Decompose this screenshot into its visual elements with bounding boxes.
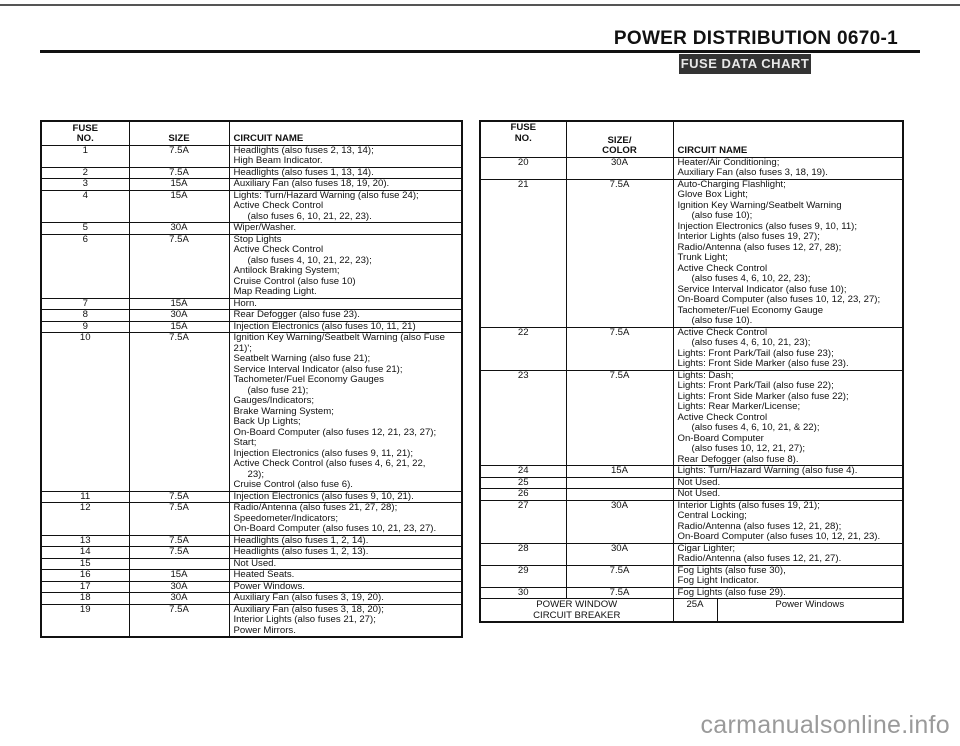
fuse-number: 10: [41, 333, 129, 492]
circuit-line: Fog Light Indicator.: [677, 575, 760, 586]
table-row: [480, 370, 903, 466]
fuse-size: 7.5A: [129, 234, 229, 298]
circuit-line: Radio/Antenna (also fuses 21, 27, 28);: [233, 502, 398, 513]
fuse-size: [129, 558, 229, 570]
fuse-size: [566, 489, 673, 501]
circuit-line: Active Check Control: [233, 200, 324, 211]
circuit-line: Radio/Antenna (also fuses 12, 21, 27).: [677, 553, 842, 564]
circuit-line: Stop Lights: [233, 234, 282, 245]
circuit-line: Headlights (also fuses 2, 13, 14);: [233, 145, 374, 156]
circuit-line: Central Locking;: [677, 510, 747, 521]
fuse-number: 21: [480, 179, 566, 327]
circuit-line: On-Board Computer (also fuses 10, 12, 21, 23).: [677, 531, 881, 542]
fuse-number: 7: [41, 298, 129, 310]
circuit-line: Tachometer/Fuel Economy Gauges: [233, 374, 384, 385]
circuit-name: [673, 157, 903, 179]
circuit-name: [229, 593, 462, 605]
circuit-line: (also fuses 4, 6, 10, 22, 23);: [691, 273, 811, 284]
circuit-line: Fog Lights (also fuse 30),: [677, 565, 786, 576]
fuse-size: 30A: [129, 581, 229, 593]
circuit-line: On-Board Computer (also fuses 10, 12, 23, 27);: [677, 294, 881, 305]
watermark: carmanualsonline.info: [700, 711, 950, 739]
circuit-name: [229, 491, 462, 503]
circuit-line: Fog Lights (also fuse 29).: [677, 587, 786, 598]
fuse-size: 7.5A: [129, 167, 229, 179]
circuit-line: On-Board Computer: [677, 432, 764, 444]
circuit-line: Interior Lights (also fuses 21, 27);: [233, 614, 376, 625]
circuit-line: Service Interval Indicator (also fuse 10);: [677, 283, 847, 295]
circuit-line: Wiper/Washer.: [233, 222, 297, 233]
fuse-size: 7.5A: [129, 604, 229, 637]
circuit-line: Radio/Antenna (also fuses 12, 21, 28);: [677, 520, 842, 532]
fuse-size: 15A: [129, 179, 229, 191]
breaker-size: 25A: [673, 599, 717, 623]
circuit-line: 21)';: [233, 342, 252, 354]
circuit-line: Not Used.: [677, 477, 721, 488]
fuse-size: 15A: [566, 466, 673, 478]
fuse-size: 7.5A: [129, 503, 229, 536]
circuit-line: Power Mirrors.: [233, 624, 296, 636]
circuit-line: Seatbelt Warning (also fuse 21);: [233, 353, 371, 364]
circuit-line: 23);: [247, 468, 265, 480]
circuit-name: [229, 190, 462, 223]
fuse-number: 4: [41, 190, 129, 223]
circuit-line: Lights: Front Park/Tail (also fuse 22);: [677, 380, 834, 391]
power-window-breaker-row: [480, 599, 903, 623]
circuit-name: [673, 543, 903, 565]
circuit-line: Power Windows.: [233, 581, 305, 592]
circuit-line: Heated Seats.: [233, 569, 295, 580]
table-row: [41, 593, 462, 605]
fuse-number: 18: [41, 593, 129, 605]
circuit-line: Lights: Dash;: [677, 370, 734, 381]
table-row: [41, 190, 462, 223]
fuse-number: 11: [41, 491, 129, 503]
circuit-name-header: CIRCUIT NAME: [229, 121, 462, 145]
fuse-number: 14: [41, 547, 129, 559]
fuse-size: 7.5A: [566, 327, 673, 370]
circuit-line: Auxiliary Fan (also fuses 3, 18, 19).: [677, 167, 828, 178]
circuit-line: Active Check Control (also fuses 4, 6, 21, 22,: [233, 458, 426, 469]
breaker-circuit: Power Windows: [717, 599, 903, 623]
header-rule: [40, 50, 920, 53]
circuit-line: Radio/Antenna (also fuses 12, 27, 28);: [677, 241, 842, 253]
fuse-size: 7.5A: [129, 333, 229, 492]
circuit-name: [673, 370, 903, 466]
circuit-name: [229, 179, 462, 191]
circuit-line: Injection Electronics (also fuses 9, 10, 21).: [233, 491, 414, 502]
fuse-size: 7.5A: [129, 491, 229, 503]
fuse-size: 7.5A: [129, 535, 229, 547]
circuit-line: Headlights (also fuses 1, 2, 13).: [233, 546, 369, 557]
circuit-line: (also fuses 4, 6, 10, 21, 23);: [691, 337, 811, 348]
circuit-line: Service Interval Indicator (also fuse 21);: [233, 363, 403, 375]
circuit-name: [229, 167, 462, 179]
circuit-line: Antilock Braking System;: [233, 265, 340, 276]
circuit-line: Auto-Charging Flashlight;: [677, 179, 786, 190]
circuit-line: Gauges/Indicators;: [233, 395, 315, 406]
fuse-size: 7.5A: [566, 370, 673, 466]
circuit-name: [673, 327, 903, 370]
fuse-data-chart-banner: FUSE DATA CHART: [679, 54, 811, 74]
circuit-line: High Beam Indicator.: [233, 155, 323, 166]
circuit-line: Back Up Lights;: [233, 416, 301, 427]
circuit-name: [229, 503, 462, 536]
circuit-name: [673, 489, 903, 501]
fuse-size: 7.5A: [129, 145, 229, 167]
circuit-line: Interior Lights (also fuses 19, 27);: [677, 231, 820, 242]
circuit-name: [673, 565, 903, 587]
size-header: SIZE: [129, 121, 229, 145]
fuse-number: 22: [480, 327, 566, 370]
fuse-number: 12: [41, 503, 129, 536]
table-row: [480, 466, 903, 478]
circuit-name: [673, 466, 903, 478]
circuit-line: Lights: Turn/Hazard Warning (also fuse 24);: [233, 190, 419, 201]
fuse-table-left: [40, 120, 463, 638]
table-row: [480, 565, 903, 587]
circuit-line: Cruise Control (also fuse 10): [233, 275, 356, 287]
circuit-line: Brake Warning System;: [233, 405, 334, 417]
table-row: [480, 477, 903, 489]
table-row: [41, 581, 462, 593]
fuse-size: 7.5A: [129, 547, 229, 559]
fuse-size: 30A: [129, 310, 229, 322]
fuse-number: 5: [41, 223, 129, 235]
circuit-name: [229, 604, 462, 637]
table-row: [41, 298, 462, 310]
table-row: [41, 604, 462, 637]
fuse-number: 23: [480, 370, 566, 466]
table-row: [41, 558, 462, 570]
circuit-line: Lights: Turn/Hazard Warning (also fuse 4).: [677, 465, 858, 476]
table-row: [41, 223, 462, 235]
circuit-line: Active Check Control: [233, 244, 324, 255]
circuit-line: Injection Electronics (also fuses 9, 10, 11);: [677, 220, 858, 232]
table-row: [41, 167, 462, 179]
table-row: [41, 503, 462, 536]
fuse-number: 6: [41, 234, 129, 298]
table-row: [480, 543, 903, 565]
fuse-size: 7.5A: [566, 179, 673, 327]
circuit-line: Auxiliary Fan (also fuses 18, 19, 20).: [233, 178, 390, 189]
circuit-line: Speedometer/Indicators;: [233, 512, 339, 524]
circuit-line: Ignition Key Warning/Seatbelt Warning (also Fuse: [233, 332, 446, 343]
fuse-number: 20: [480, 157, 566, 179]
circuit-name: [229, 547, 462, 559]
fuse-number: 30: [480, 587, 566, 599]
fuse-size: 15A: [129, 190, 229, 223]
circuit-line: Lights: Front Park/Tail (also fuse 23);: [677, 347, 834, 359]
circuit-line: Injection Electronics (also fuses 10, 11, 21): [233, 321, 416, 332]
circuit-line: On-Board Computer (also fuses 10, 21, 23, 27).: [233, 523, 437, 534]
circuit-line: Rear Defogger (also fuse 23).: [233, 309, 360, 320]
table-row: [41, 570, 462, 582]
circuit-line: Lights: Front Side Marker (also fuse 22);: [677, 390, 849, 402]
fuse-size: 30A: [129, 223, 229, 235]
circuit-name: [229, 145, 462, 167]
circuit-line: Headlights (also fuses 1, 2, 14).: [233, 535, 369, 546]
fuse-number: 16: [41, 570, 129, 582]
fuse-number: 24: [480, 466, 566, 478]
circuit-line: Horn.: [233, 298, 257, 309]
circuit-line: Tachometer/Fuel Economy Gauge: [677, 304, 824, 316]
table-row: [480, 489, 903, 501]
fuse-size: 15A: [129, 321, 229, 333]
circuit-name: [673, 500, 903, 543]
circuit-line: Active Check Control: [677, 327, 768, 338]
circuit-line: On-Board Computer (also fuses 12, 21, 23, 27);: [233, 426, 437, 438]
fuse-number: 13: [41, 535, 129, 547]
page-title: POWER DISTRIBUTION 0670-1: [613, 28, 898, 49]
breaker-label: POWER WINDOW CIRCUIT BREAKER: [480, 599, 673, 623]
fuse-no-header: FUSE NO.: [41, 121, 129, 145]
table-row: [480, 500, 903, 543]
circuit-line: Auxiliary Fan (also fuses 3, 19, 20).: [233, 592, 384, 603]
fuse-size: 30A: [566, 157, 673, 179]
fuse-number: 17: [41, 581, 129, 593]
circuit-line: Rear Defogger (also fuse 8).: [677, 453, 799, 465]
circuit-line: Lights: Rear Marker/License;: [677, 401, 801, 412]
fuse-size: 30A: [566, 543, 673, 565]
circuit-name: [229, 570, 462, 582]
table-row: [41, 535, 462, 547]
circuit-line: Active Check Control: [677, 411, 768, 423]
circuit-name: [229, 234, 462, 298]
fuse-number: 28: [480, 543, 566, 565]
fuse-size: 30A: [566, 500, 673, 543]
circuit-line: Lights: Front Side Marker (also fuse 23).: [677, 358, 849, 369]
circuit-line: Headlights (also fuses 1, 13, 14).: [233, 167, 374, 178]
fuse-number: 27: [480, 500, 566, 543]
circuit-line: Cruise Control (also fuse 6).: [233, 479, 353, 490]
circuit-line: Injection Electronics (also fuses 9, 11, 21);: [233, 447, 414, 459]
fuse-number: 9: [41, 321, 129, 333]
circuit-name: [673, 477, 903, 489]
fuse-size: 7.5A: [566, 565, 673, 587]
circuit-line: Not Used.: [233, 558, 277, 569]
circuit-name: [229, 223, 462, 235]
circuit-line: Auxiliary Fan (also fuses 3, 18, 20);: [233, 604, 384, 615]
table-row: [480, 179, 903, 327]
fuse-size: 7.5A: [566, 587, 673, 599]
circuit-line: (also fuses 10, 12, 21, 27);: [691, 443, 806, 454]
circuit-line: Active Check Control: [677, 262, 768, 274]
fuse-number: 8: [41, 310, 129, 322]
size-color-header: SIZE/ COLOR: [566, 121, 673, 157]
fuse-no-header: FUSE NO.: [480, 121, 566, 157]
fuse-number: 25: [480, 477, 566, 489]
fuse-size: 15A: [129, 298, 229, 310]
circuit-line: (also fuse 21);: [247, 384, 309, 396]
table-row: [41, 547, 462, 559]
circuit-name: [229, 535, 462, 547]
circuit-line: (also fuse 10);: [691, 210, 753, 221]
fuse-size: 15A: [129, 570, 229, 582]
circuit-name: [229, 321, 462, 333]
circuit-line: Interior Lights (also fuses 19, 21);: [677, 500, 820, 511]
circuit-name: [229, 298, 462, 310]
circuit-name: [673, 179, 903, 327]
table-row: [480, 587, 903, 599]
circuit-line: Glove Box Light;: [677, 189, 748, 200]
fuse-table-right: [479, 120, 904, 623]
fuse-number: 1: [41, 145, 129, 167]
fuse-size: [566, 477, 673, 489]
circuit-name-header: CIRCUIT NAME: [673, 121, 903, 157]
fuse-number: 2: [41, 167, 129, 179]
fuse-number: 3: [41, 179, 129, 191]
circuit-line: Ignition Key Warning/Seatbelt Warning: [677, 199, 842, 211]
table-row: [41, 321, 462, 333]
circuit-line: Start;: [233, 437, 257, 448]
table-row: [480, 157, 903, 179]
circuit-line: (also fuses 6, 10, 21, 22, 23).: [247, 210, 372, 222]
table-row: [480, 327, 903, 370]
table-row: [41, 179, 462, 191]
table-row: [41, 234, 462, 298]
fuse-number: 26: [480, 489, 566, 501]
table-row: [41, 145, 462, 167]
circuit-line: Not Used.: [677, 488, 721, 499]
table-row: [41, 333, 462, 492]
table-row: [41, 491, 462, 503]
circuit-line: (also fuses 4, 6, 10, 21, & 22);: [691, 422, 820, 433]
circuit-name: [229, 581, 462, 593]
circuit-line: (also fuse 10).: [691, 315, 753, 326]
top-rule: [0, 4, 960, 6]
circuit-name: [673, 587, 903, 599]
circuit-name: [229, 333, 462, 492]
circuit-line: Map Reading Light.: [233, 286, 317, 297]
fuse-number: 29: [480, 565, 566, 587]
fuse-size: 30A: [129, 593, 229, 605]
circuit-name: [229, 558, 462, 570]
circuit-line: Heater/Air Conditioning;: [677, 157, 780, 168]
circuit-line: Trunk Light;: [677, 252, 728, 263]
circuit-name: [229, 310, 462, 322]
fuse-number: 15: [41, 558, 129, 570]
circuit-line: (also fuses 4, 10, 21, 22, 23);: [247, 254, 372, 266]
fuse-number: 19: [41, 604, 129, 637]
circuit-line: Cigar Lighter;: [677, 543, 736, 554]
table-row: [41, 310, 462, 322]
